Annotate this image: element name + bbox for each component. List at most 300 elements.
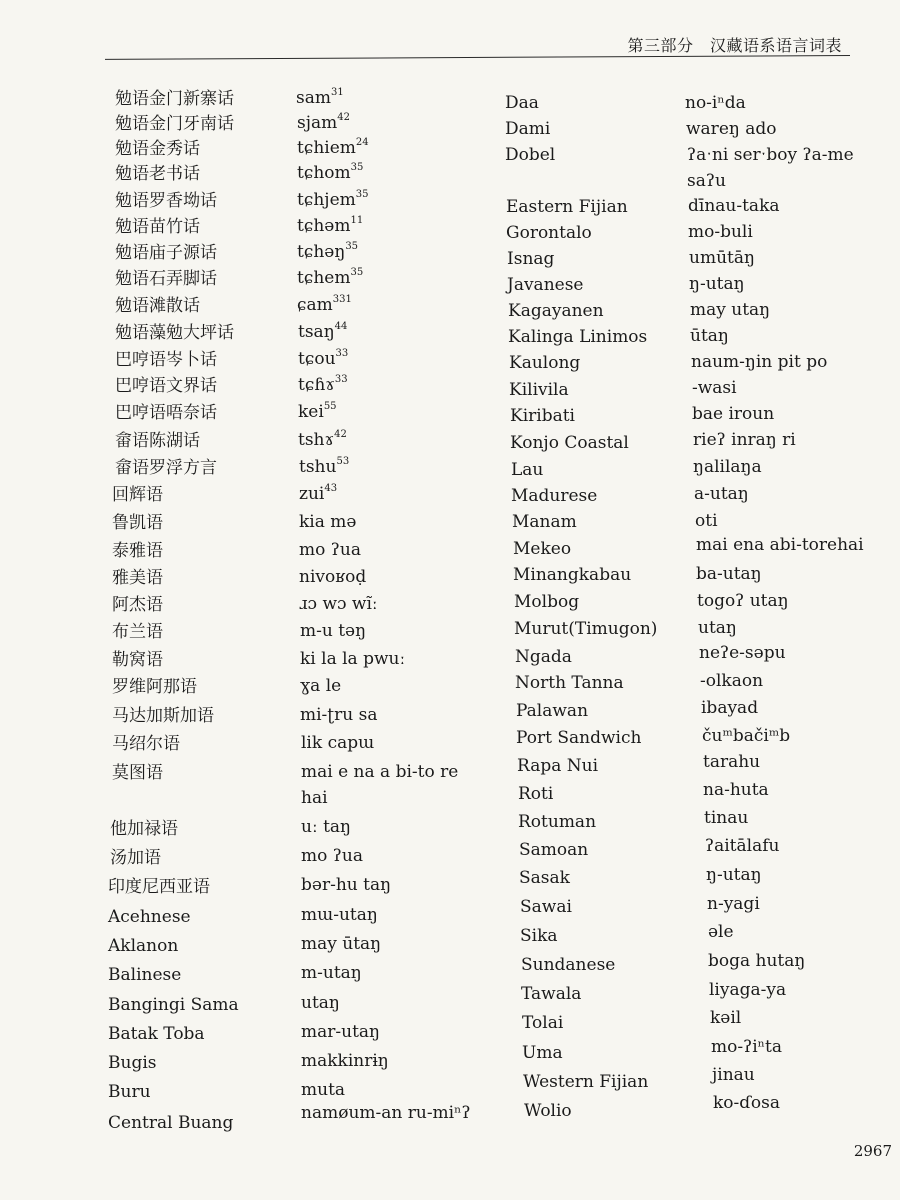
- language-name: [115, 190, 217, 212]
- entry-text: 勉语藻勉大坪话: [115, 323, 234, 343]
- entry-text: may ūtaŋ: [301, 934, 382, 954]
- entry-text: tsaŋ: [298, 322, 335, 342]
- entry-text: ʔaˑni serˑboy ʔa-me: [687, 145, 854, 165]
- entry-text: rieʔ inraŋ ri: [693, 430, 796, 450]
- entry-text: may utaŋ: [690, 300, 771, 320]
- entry-text: tɕhiem: [297, 138, 356, 158]
- word-form: [705, 835, 779, 857]
- entry-text: 印度尼西亚语: [108, 877, 210, 897]
- word-form: [297, 215, 363, 237]
- entry-text: Balinese: [108, 965, 182, 985]
- entry-text: 泰雅语: [112, 541, 163, 561]
- entry-text: namøum-an ru-miⁿʔ: [301, 1103, 471, 1123]
- word-form: [701, 697, 758, 719]
- language-name: [115, 138, 200, 160]
- entry-text: North Tanna: [515, 673, 624, 693]
- language-name: [520, 896, 572, 918]
- language-name: [519, 867, 570, 889]
- word-form: [703, 751, 760, 773]
- entry-text: 勉语苗竹话: [115, 217, 200, 237]
- entry-text: ɹɔ wɔ wĩː: [299, 594, 378, 614]
- language-name: [516, 700, 588, 722]
- entry-text: tɕɦɤ: [298, 375, 335, 395]
- language-name: [524, 1100, 572, 1122]
- language-name: [108, 876, 210, 898]
- word-form: [708, 950, 805, 972]
- language-name: [511, 485, 597, 507]
- word-form: [299, 593, 378, 615]
- language-name: [115, 295, 200, 317]
- entry-text: Manam: [512, 512, 577, 532]
- tone-number: 53: [336, 456, 350, 468]
- entry-text: 巴哼语文界话: [115, 376, 217, 396]
- word-form: [702, 725, 790, 747]
- entry-text: tɕou: [298, 349, 336, 369]
- language-name: [115, 216, 200, 238]
- entry-text: Tolai: [522, 1013, 564, 1033]
- entry-text: 汤加语: [110, 848, 161, 868]
- word-form: [690, 299, 770, 321]
- entry-text: Acehnese: [108, 907, 191, 927]
- entry-text: naum-ŋin pit po: [691, 352, 828, 372]
- entry-text: boga hutaŋ: [708, 951, 806, 971]
- entry-text: Madurese: [511, 486, 598, 506]
- entry-text: Molbog: [514, 592, 580, 612]
- language-name: [112, 762, 163, 784]
- entry-text: ŋalilaŋa: [693, 457, 762, 477]
- entry-text: ko-ɗosa: [713, 1093, 780, 1113]
- word-form: [299, 483, 337, 505]
- entry-text: Aklanon: [108, 936, 179, 956]
- word-form: [300, 648, 405, 670]
- entry-text: Sundanese: [521, 955, 616, 975]
- word-form: [692, 403, 774, 425]
- entry-text: Minangkabau: [513, 565, 632, 585]
- tone-number: 43: [324, 483, 338, 495]
- word-form: [688, 195, 780, 217]
- entry-text: 勉语金门牙南话: [115, 114, 234, 134]
- language-name: [110, 847, 161, 869]
- tone-number: 42: [337, 112, 350, 124]
- language-name: [112, 567, 163, 589]
- language-name: [108, 935, 178, 957]
- word-form: [697, 590, 789, 612]
- entry-text: Bugis: [108, 1053, 157, 1073]
- language-name: [108, 964, 181, 986]
- entry-text: -wasi: [692, 378, 737, 398]
- language-name: [505, 92, 539, 114]
- entry-text: Samoan: [519, 840, 589, 860]
- language-name: [115, 430, 200, 452]
- entry-text: Kilivila: [509, 380, 569, 400]
- language-name: [115, 88, 234, 110]
- language-name: [115, 375, 217, 397]
- entry-text: dīnau-taka: [688, 196, 780, 216]
- language-name: [115, 113, 234, 135]
- language-name: [509, 352, 580, 374]
- tone-number: 35: [350, 267, 364, 279]
- entry-text: 勉语老书话: [115, 164, 200, 184]
- entry-text: Konjo Coastal: [510, 433, 629, 453]
- word-form: [298, 321, 347, 343]
- entry-text: sam: [296, 88, 331, 108]
- word-form: [299, 511, 356, 533]
- word-form: [301, 816, 351, 838]
- entry-text: na-huta: [703, 780, 769, 800]
- tone-number: 24: [355, 137, 369, 149]
- word-form: [300, 675, 341, 697]
- language-name: [108, 994, 239, 1016]
- entry-text: Palawan: [516, 701, 589, 721]
- word-form: [301, 732, 374, 754]
- tone-number: 33: [335, 348, 349, 360]
- language-name: [108, 1112, 233, 1134]
- language-name: [112, 649, 163, 671]
- entry-text: uː taŋ: [301, 817, 351, 837]
- word-form: [712, 1064, 755, 1086]
- language-name: [505, 118, 550, 140]
- entry-text: mɯ-utaŋ: [301, 905, 378, 925]
- entry-text: tinau: [704, 808, 749, 828]
- entry-text: ŋ-utaŋ: [689, 274, 745, 294]
- entry-text: kei: [298, 402, 324, 422]
- word-form: [298, 429, 347, 451]
- entry-text: bae iroun: [692, 404, 775, 424]
- word-form: [685, 92, 746, 114]
- tone-number: 35: [345, 241, 359, 253]
- entry-text: Batak Toba: [108, 1024, 205, 1044]
- entry-text: Rapa Nui: [517, 756, 599, 776]
- word-form: [301, 1102, 471, 1124]
- tone-number: 331: [332, 294, 352, 306]
- word-form: [692, 377, 737, 399]
- entry-text: 鲁凯语: [112, 513, 163, 533]
- entry-text: 巴哼语岑卜话: [115, 350, 217, 370]
- word-form: [301, 761, 458, 783]
- tone-number: 35: [350, 162, 364, 174]
- word-form: [297, 241, 358, 263]
- language-name: [510, 405, 575, 427]
- word-form: [300, 620, 366, 642]
- language-name: [108, 1023, 205, 1045]
- word-form: [301, 1021, 380, 1043]
- language-name: [112, 705, 214, 727]
- entry-text: Wolio: [524, 1101, 572, 1121]
- entry-text: 畲语罗浮方言: [115, 458, 217, 478]
- entry-text: Central Buang: [108, 1113, 234, 1133]
- word-form: [695, 510, 718, 532]
- language-name: [511, 459, 543, 481]
- language-name: [112, 540, 163, 562]
- entry-text: 雅美语: [112, 568, 163, 588]
- word-form: [687, 170, 726, 192]
- entry-text: liyaga-ya: [709, 980, 787, 1000]
- entry-text: n-yagi: [707, 894, 760, 914]
- language-name: [512, 511, 577, 533]
- language-name: [112, 484, 163, 506]
- entry-text: 勉语滩散话: [115, 296, 200, 316]
- tone-number: 31: [330, 87, 344, 99]
- tone-number: 11: [350, 215, 364, 227]
- word-form: [301, 962, 362, 984]
- entry-text: ɣa le: [300, 676, 342, 696]
- language-name: [505, 144, 555, 166]
- entry-text: mai ena abi-torehai: [696, 535, 864, 555]
- entry-text: Kagayanen: [508, 301, 604, 321]
- word-form: [301, 992, 340, 1014]
- word-form: [297, 112, 350, 134]
- language-name: [515, 646, 572, 668]
- header-rule: [105, 55, 850, 60]
- entry-text: ki la la pwuː: [300, 649, 406, 669]
- entry-text: 勉语金门新寨话: [115, 89, 234, 109]
- language-name: [516, 727, 641, 749]
- entry-text: nivoʁoḍ: [299, 567, 367, 587]
- entry-text: mai e na a bi-to re: [301, 762, 459, 782]
- entry-text: utaŋ: [698, 618, 737, 638]
- entry-text: ibayad: [701, 698, 759, 718]
- language-name: [518, 783, 553, 805]
- entry-text: saʔu: [687, 171, 726, 191]
- entry-text: ba-utaŋ: [696, 564, 762, 584]
- entry-text: Isnag: [507, 249, 555, 269]
- word-form: [696, 563, 762, 585]
- entry-text: tɕhjem: [297, 190, 356, 210]
- entry-text: mo ʔua: [301, 846, 363, 866]
- language-name: [507, 274, 583, 296]
- word-form: [297, 294, 352, 316]
- word-form: [696, 534, 864, 556]
- entry-text: 莫图语: [112, 763, 163, 783]
- page-number: 2967: [853, 1142, 892, 1160]
- entry-text: ŋ-utaŋ: [706, 865, 762, 885]
- entry-text: kia mə: [299, 512, 357, 532]
- word-form: [700, 670, 763, 692]
- entry-text: Roti: [518, 784, 554, 804]
- word-form: [298, 374, 348, 396]
- word-form: [299, 456, 349, 478]
- word-form: [298, 348, 348, 370]
- entry-text: tɕhəŋ: [297, 242, 346, 262]
- entry-text: togoʔ utaŋ: [697, 591, 789, 611]
- word-form: [301, 845, 363, 867]
- tone-number: 33: [334, 374, 348, 386]
- language-name: [507, 248, 554, 270]
- language-name: [509, 379, 569, 401]
- word-form: [297, 137, 369, 159]
- word-form: [699, 642, 786, 664]
- entry-text: ūtaŋ: [690, 326, 729, 346]
- language-name: [510, 432, 629, 454]
- entry-text: mo-ʔiⁿta: [711, 1037, 782, 1057]
- word-form: [686, 118, 776, 140]
- entry-text: mi-ʈru sa: [300, 705, 378, 725]
- word-form: [301, 787, 328, 809]
- entry-text: Rotuman: [518, 812, 597, 832]
- entry-text: tshɤ: [298, 430, 335, 450]
- entry-text: tɕhem: [297, 268, 351, 288]
- word-form: [693, 456, 762, 478]
- entry-text: Sawai: [520, 897, 572, 917]
- word-form: [301, 933, 381, 955]
- entry-text: ʔaitālafu: [705, 836, 780, 856]
- entry-text: mo ʔua: [299, 540, 361, 560]
- tone-number: 44: [334, 321, 348, 333]
- language-name: [519, 839, 588, 861]
- entry-text: zui: [299, 484, 325, 504]
- entry-text: 畲语陈湖话: [115, 431, 200, 451]
- entry-text: no-iⁿda: [685, 93, 746, 113]
- language-name: [115, 163, 200, 185]
- entry-text: utaŋ: [301, 993, 340, 1013]
- word-form: [689, 273, 745, 295]
- language-name: [115, 268, 217, 290]
- entry-text: lik capɯ: [301, 733, 375, 753]
- tone-number: 42: [334, 429, 347, 441]
- language-name: [115, 402, 217, 424]
- language-name: [523, 1071, 648, 1093]
- entry-text: kəil: [710, 1008, 742, 1028]
- entry-text: ɕam: [297, 295, 333, 315]
- entry-text: Port Sandwich: [516, 728, 642, 748]
- word-form: [300, 704, 377, 726]
- word-form: [299, 566, 366, 588]
- language-name: [110, 818, 178, 840]
- entry-text: Daa: [505, 93, 539, 113]
- word-form: [297, 267, 363, 289]
- word-form: [687, 144, 854, 166]
- word-form: [704, 807, 748, 829]
- word-form: [301, 1050, 389, 1072]
- entry-text: 布兰语: [112, 622, 163, 642]
- entry-text: Tawala: [521, 984, 582, 1004]
- entry-text: bər-hu taŋ: [301, 875, 392, 895]
- word-form: [301, 874, 391, 896]
- language-name: [112, 733, 180, 755]
- word-form: [710, 1007, 741, 1029]
- entry-text: Bangingi Sama: [108, 995, 239, 1015]
- entry-text: 马达加斯加语: [112, 706, 214, 726]
- word-form: [709, 979, 786, 1001]
- language-name: [514, 591, 579, 613]
- word-form: [298, 401, 337, 423]
- entry-text: 勉语庙子源话: [115, 243, 217, 263]
- word-form: [708, 921, 734, 943]
- word-form: [301, 1079, 345, 1101]
- entry-text: tɕhom: [297, 163, 351, 183]
- word-form: [301, 904, 378, 926]
- running-header-title: 第三部分 汉藏语系语言词表: [627, 36, 842, 55]
- entry-text: Ngada: [515, 647, 572, 667]
- language-name: [115, 242, 217, 264]
- word-form: [297, 189, 369, 211]
- entry-text: 他加禄语: [110, 819, 178, 839]
- entry-text: makkinrɨŋ: [301, 1051, 389, 1071]
- language-name: [513, 538, 571, 560]
- word-form: [299, 539, 361, 561]
- entry-text: Javanese: [507, 275, 584, 295]
- entry-text: mar-utaŋ: [301, 1022, 380, 1042]
- tone-number: 55: [323, 401, 337, 413]
- language-name: [115, 457, 217, 479]
- language-name: [108, 906, 191, 928]
- entry-text: Murut(Timugon): [514, 619, 658, 639]
- word-form: [690, 325, 729, 347]
- language-name: [108, 1081, 151, 1103]
- language-name: [506, 222, 592, 244]
- word-form: [691, 351, 827, 373]
- entry-text: m-utaŋ: [301, 963, 362, 983]
- entry-text: tarahu: [703, 752, 761, 772]
- language-name: [521, 983, 581, 1005]
- entry-text: 巴哼语唔奈话: [115, 403, 217, 423]
- entry-text: 勒窝语: [112, 650, 163, 670]
- word-form: [698, 617, 737, 639]
- language-name: [508, 326, 647, 348]
- language-name: [522, 1042, 563, 1064]
- entry-text: a-utaŋ: [694, 484, 749, 504]
- entry-text: Buru: [108, 1082, 151, 1102]
- entry-text: 勉语金秀话: [115, 139, 200, 159]
- entry-text: sjam: [297, 113, 338, 133]
- entry-text: Western Fijian: [523, 1072, 649, 1092]
- entry-text: 勉语石弄脚话: [115, 269, 217, 289]
- word-form: [713, 1092, 780, 1114]
- entry-text: Sika: [520, 926, 558, 946]
- language-name: [515, 672, 624, 694]
- entry-text: m-u təŋ: [300, 621, 367, 641]
- entry-text: wareŋ ado: [686, 119, 777, 139]
- entry-text: Dobel: [505, 145, 556, 165]
- language-name: [108, 1052, 157, 1074]
- word-form: [296, 87, 344, 109]
- entry-text: tshu: [299, 457, 337, 477]
- entry-text: 马绍尔语: [112, 734, 180, 754]
- entry-text: jinau: [712, 1065, 755, 1085]
- entry-text: umūtāŋ: [689, 248, 755, 268]
- entry-text: čuᵐbačiᵐb: [702, 726, 791, 746]
- language-name: [506, 196, 628, 218]
- entry-text: Uma: [522, 1043, 563, 1063]
- entry-text: Gorontalo: [506, 223, 592, 243]
- word-form: [693, 429, 796, 451]
- word-form: [706, 864, 762, 886]
- language-name: [521, 954, 615, 976]
- language-name: [112, 621, 163, 643]
- entry-text: Kalinga Linimos: [508, 327, 648, 347]
- tone-number: 35: [355, 189, 369, 201]
- language-name: [518, 811, 596, 833]
- entry-text: Kiribati: [510, 406, 575, 426]
- entry-text: mo-buli: [688, 222, 753, 242]
- language-name: [115, 322, 234, 344]
- entry-text: 回辉语: [112, 485, 163, 505]
- word-form: [689, 247, 755, 269]
- language-name: [522, 1012, 563, 1034]
- language-name: [513, 564, 631, 586]
- entry-text: Mekeo: [513, 539, 572, 559]
- language-name: [112, 512, 163, 534]
- language-name: [514, 618, 657, 640]
- word-form: [707, 893, 760, 915]
- language-name: [520, 925, 558, 947]
- language-name: [508, 300, 604, 322]
- language-name: [112, 676, 197, 698]
- entry-text: 罗维阿那语: [112, 677, 197, 697]
- entry-text: Eastern Fijian: [506, 197, 628, 217]
- page-header: [105, 30, 850, 56]
- entry-text: tɕhəm: [297, 216, 351, 236]
